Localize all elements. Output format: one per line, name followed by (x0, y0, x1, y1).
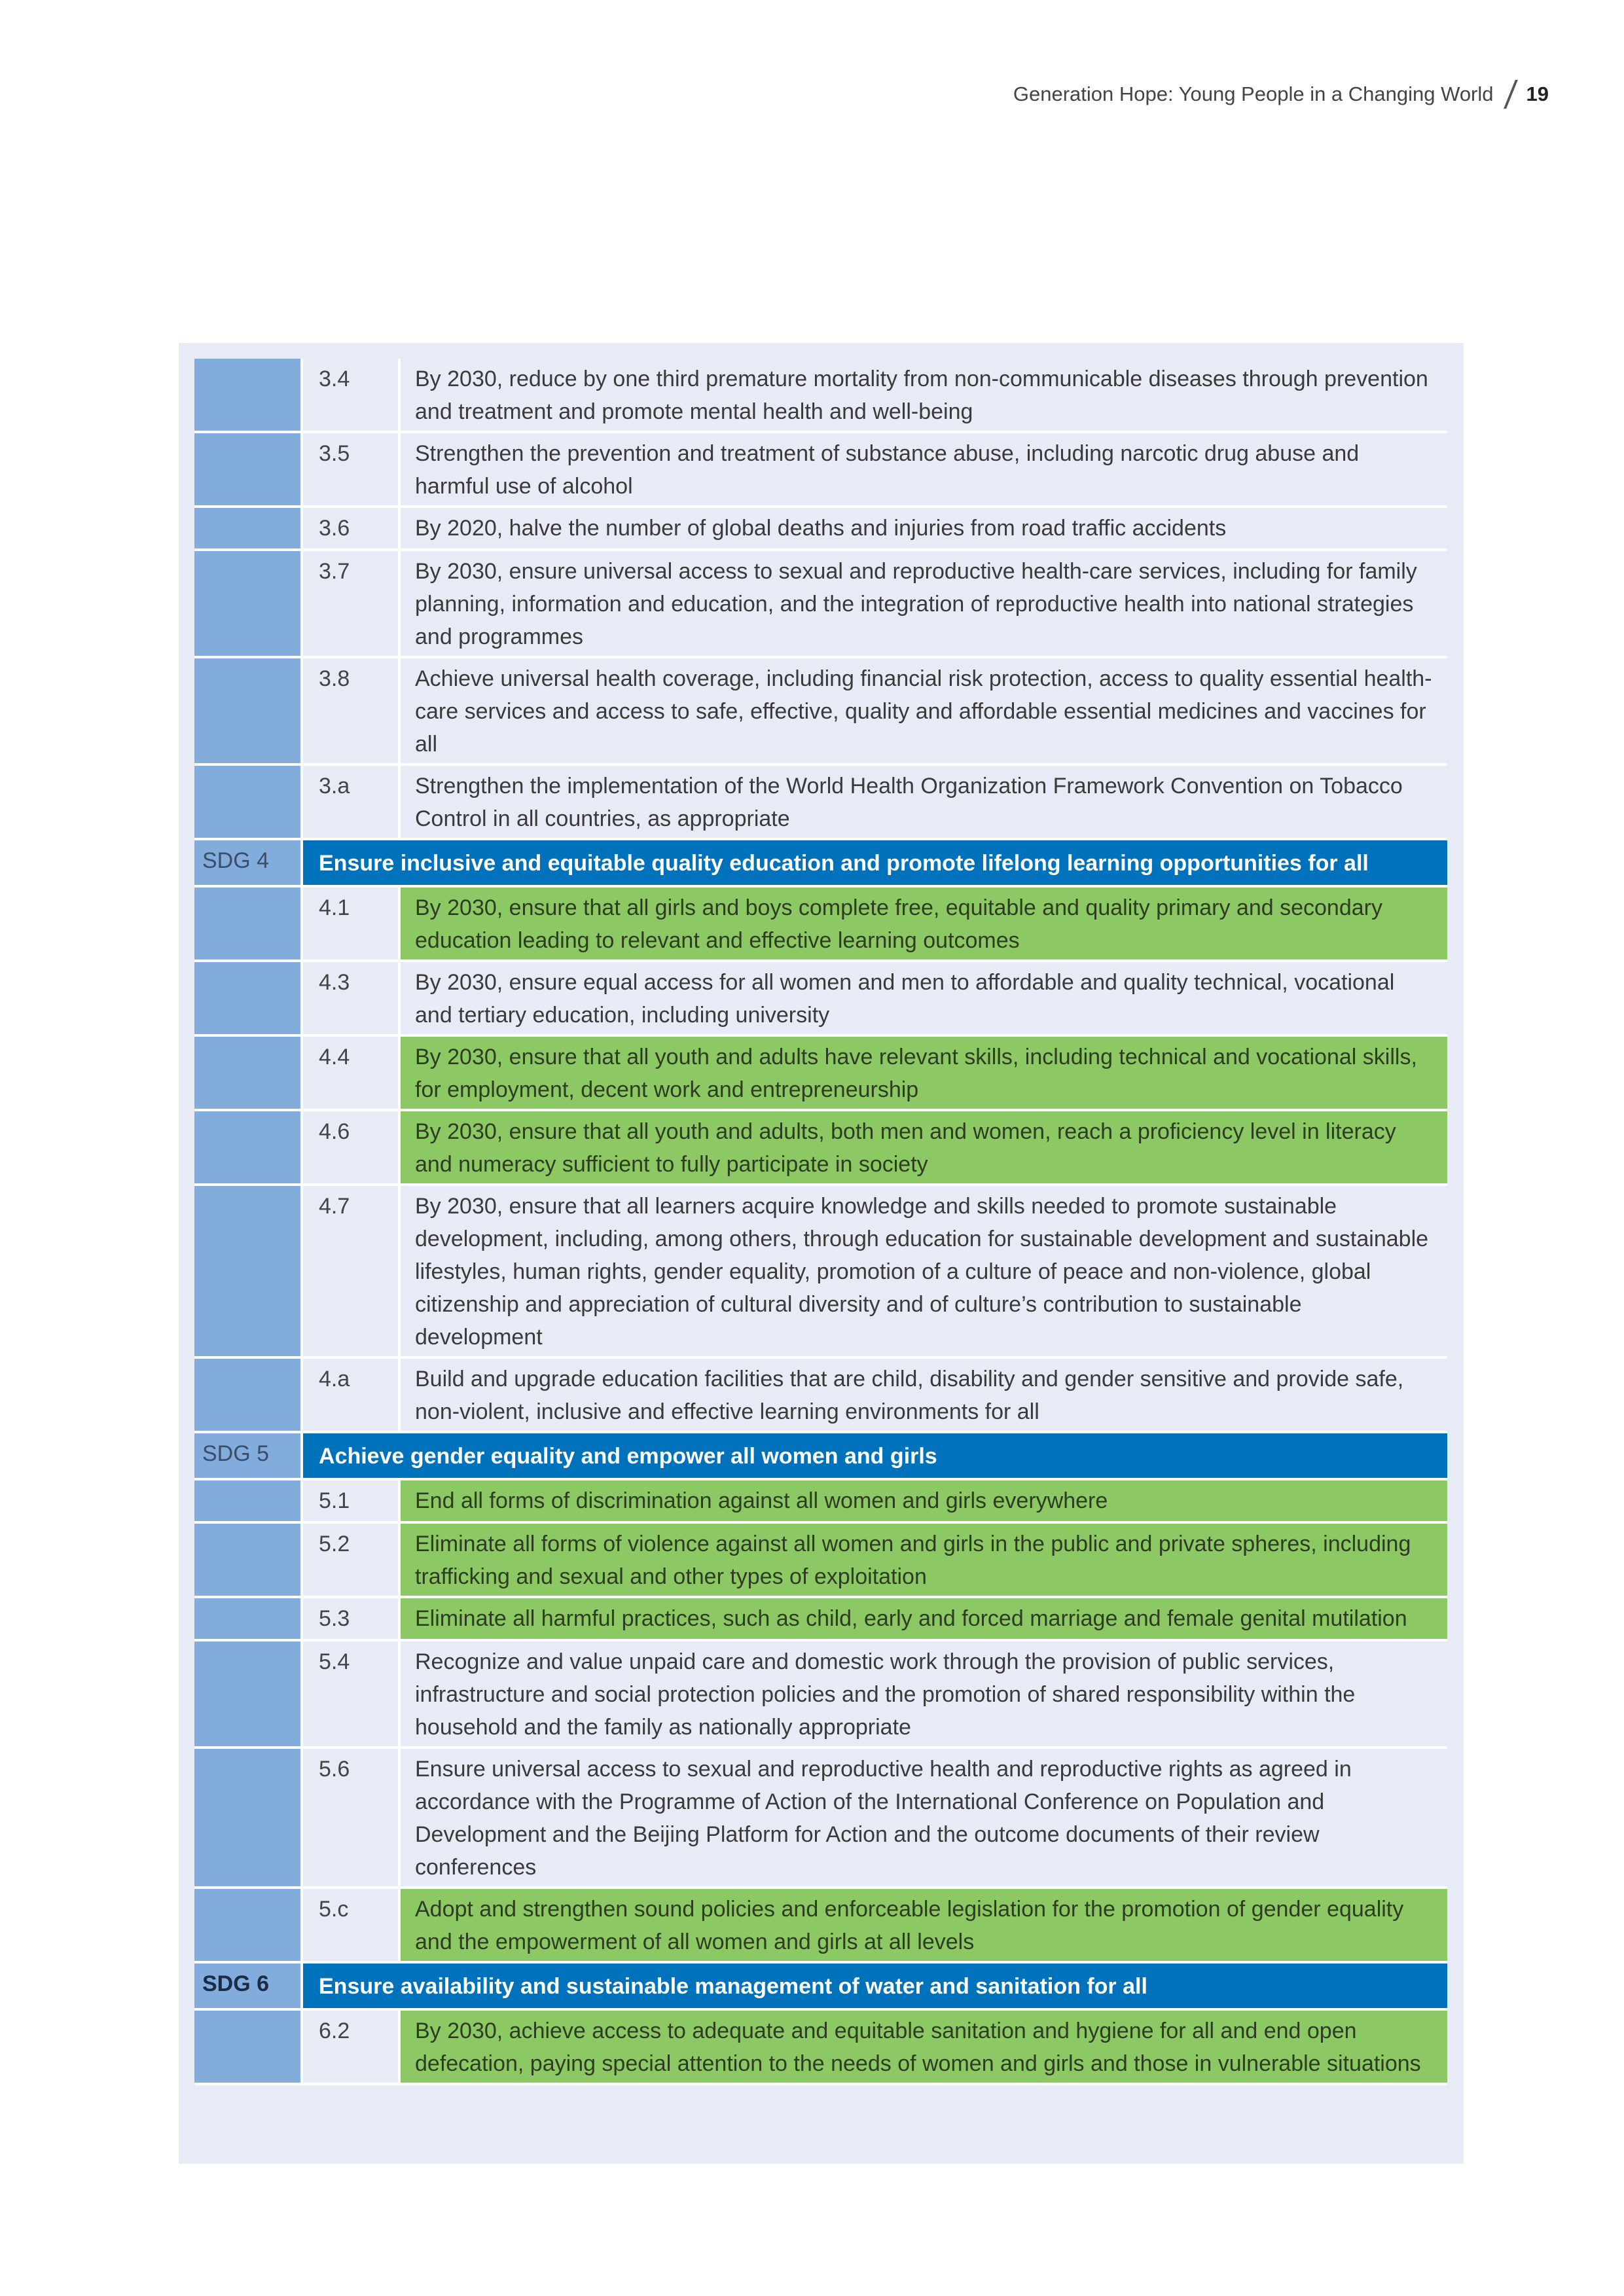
target-row (194, 359, 1447, 433)
target-text: By 2030, ensure that all youth and adults have relevant skills, including technical and vocational skills, for employment, decent work and entrepreneurship (401, 1037, 1447, 1111)
target-row (194, 1641, 1447, 1749)
target-row (194, 1749, 1447, 1889)
target-row (194, 2011, 1447, 2085)
target-row (194, 508, 1447, 551)
sdg-column-cell (194, 658, 303, 766)
target-row (194, 1111, 1447, 1186)
sdg-column-cell (194, 962, 303, 1037)
goal-row (194, 1433, 1447, 1480)
target-row (194, 658, 1447, 766)
target-number: 4.1 (303, 888, 401, 962)
target-text: Strengthen the implementation of the World Health Organization Framework Convention on Tobacco Control in all countries, as appropriate (401, 766, 1447, 840)
goal-title: Ensure availability and sustainable management of water and sanitation for all (303, 1964, 1447, 2011)
target-row (194, 551, 1447, 658)
target-text: Ensure universal access to sexual and reproductive health and reproductive rights as agreed in accordance with the Programme of Action of the International Conference on Population and Development and the Beijing Platform for Action and the outcome documents of their review conferences (401, 1749, 1447, 1889)
sdg-column-cell (194, 508, 303, 551)
page-number: 19 (1526, 82, 1549, 105)
sdg-column-cell (194, 1480, 303, 1524)
target-number: 4.4 (303, 1037, 401, 1111)
target-text: Adopt and strengthen sound policies and enforceable legislation for the promotion of gender equality and the empowerment of all women and girls at all levels (401, 1889, 1447, 1964)
target-number: 5.6 (303, 1749, 401, 1889)
target-row (194, 766, 1447, 840)
target-text: By 2030, ensure that all youth and adults, both men and women, reach a proficiency level in literacy and numeracy sufficient to fully participate in society (401, 1111, 1447, 1186)
goal-title: Achieve gender equality and empower all women and girls (303, 1433, 1447, 1480)
sdg-column-cell (194, 766, 303, 840)
goal-title: Ensure inclusive and equitable quality education and promote lifelong learning opportunities for all (303, 840, 1447, 888)
target-number: 5.4 (303, 1641, 401, 1749)
target-row (194, 1480, 1447, 1524)
sdg-column-cell (194, 1037, 303, 1111)
target-text: By 2030, ensure that all learners acquire knowledge and skills needed to promote sustainable development, including, among others, through education for sustainable development and sustainable lifestyles, human rights, gender equality, promotion of a culture of peace and non-violence, global citizenship and appreciation of cultural diversity and of culture’s contribution to sustainable development (401, 1186, 1447, 1359)
target-row (194, 1359, 1447, 1433)
sdg-column-cell (194, 359, 303, 433)
sdg-column-cell (194, 1524, 303, 1598)
sdg-column-cell (194, 1749, 303, 1889)
target-row (194, 1037, 1447, 1111)
target-number: 3.4 (303, 359, 401, 433)
target-text: Recognize and value unpaid care and domestic work through the provision of public services, infrastructure and social protection policies and the promotion of shared responsibility within the household and the family as nationally appropriate (401, 1641, 1447, 1749)
sdg-column-cell (194, 1889, 303, 1964)
target-number: 5.c (303, 1889, 401, 1964)
target-number: 3.5 (303, 433, 401, 508)
target-number: 4.3 (303, 962, 401, 1037)
sdg-label: SDG 4 (194, 840, 303, 888)
target-text: By 2030, ensure universal access to sexual and reproductive health-care services, including for family planning, information and education, and the integration of reproductive health into national strategies and programmes (401, 551, 1447, 658)
target-text: Achieve universal health coverage, including financial risk protection, access to quality essential health-care services and access to safe, effective, quality and affordable essential medicines and vaccines for all (401, 658, 1447, 766)
target-row (194, 1889, 1447, 1964)
sdg-column-cell (194, 888, 303, 962)
sdg-column-cell (194, 2011, 303, 2085)
target-text: By 2030, achieve access to adequate and equitable sanitation and hygiene for all and end open defecation, paying special attention to the needs of women and girls and those in vulnerable situations (401, 2011, 1447, 2085)
sdg-label: SDG 6 (194, 1964, 303, 2011)
target-number: 4.a (303, 1359, 401, 1433)
target-text: Strengthen the prevention and treatment of substance abuse, including narcotic drug abuse and harmful use of alcohol (401, 433, 1447, 508)
target-number: 3.a (303, 766, 401, 840)
target-number: 4.7 (303, 1186, 401, 1359)
target-number: 4.6 (303, 1111, 401, 1186)
target-text: End all forms of discrimination against all women and girls everywhere (401, 1480, 1447, 1524)
sdg-targets-panel (179, 343, 1464, 2164)
target-number: 5.1 (303, 1480, 401, 1524)
sdg-column-cell (194, 1641, 303, 1749)
sdg-column-cell (194, 1186, 303, 1359)
sdg-targets-body (194, 359, 1447, 2085)
target-row (194, 1186, 1447, 1359)
target-text: By 2030, reduce by one third premature mortality from non-communicable diseases through prevention and treatment and promote mental health and well-being (401, 359, 1447, 433)
goal-row (194, 840, 1447, 888)
target-text: By 2030, ensure that all girls and boys complete free, equitable and quality primary and secondary education leading to relevant and effective learning outcomes (401, 888, 1447, 962)
target-text: By 2030, ensure equal access for all women and men to affordable and quality technical, vocational and tertiary education, including university (401, 962, 1447, 1037)
sdg-column-cell (194, 551, 303, 658)
target-row (194, 962, 1447, 1037)
sdg-column-cell (194, 433, 303, 508)
target-number: 5.2 (303, 1524, 401, 1598)
target-number: 3.8 (303, 658, 401, 766)
target-row (194, 1524, 1447, 1598)
publication-title: Generation Hope: Young People in a Changing World (1013, 82, 1494, 105)
target-text: Build and upgrade education facilities that are child, disability and gender sensitive and provide safe, non-violent, inclusive and effective learning environments for all (401, 1359, 1447, 1433)
sdg-label: SDG 5 (194, 1433, 303, 1480)
target-row (194, 888, 1447, 962)
target-row (194, 1598, 1447, 1641)
target-text: Eliminate all forms of violence against all women and girls in the public and private spheres, including trafficking and sexual and other types of exploitation (401, 1524, 1447, 1598)
target-row (194, 433, 1447, 508)
target-text: By 2020, halve the number of global deaths and injuries from road traffic accidents (401, 508, 1447, 551)
target-number: 3.6 (303, 508, 401, 551)
target-number: 3.7 (303, 551, 401, 658)
sdg-column-cell (194, 1111, 303, 1186)
target-number: 5.3 (303, 1598, 401, 1641)
sdg-targets-table (194, 359, 1447, 2085)
running-header (1013, 80, 1549, 109)
target-text: Eliminate all harmful practices, such as child, early and forced marriage and female genital mutilation (401, 1598, 1447, 1641)
sdg-column-cell (194, 1359, 303, 1433)
target-number: 6.2 (303, 2011, 401, 2085)
header-separator (1504, 80, 1518, 109)
sdg-column-cell (194, 1598, 303, 1641)
goal-row (194, 1964, 1447, 2011)
